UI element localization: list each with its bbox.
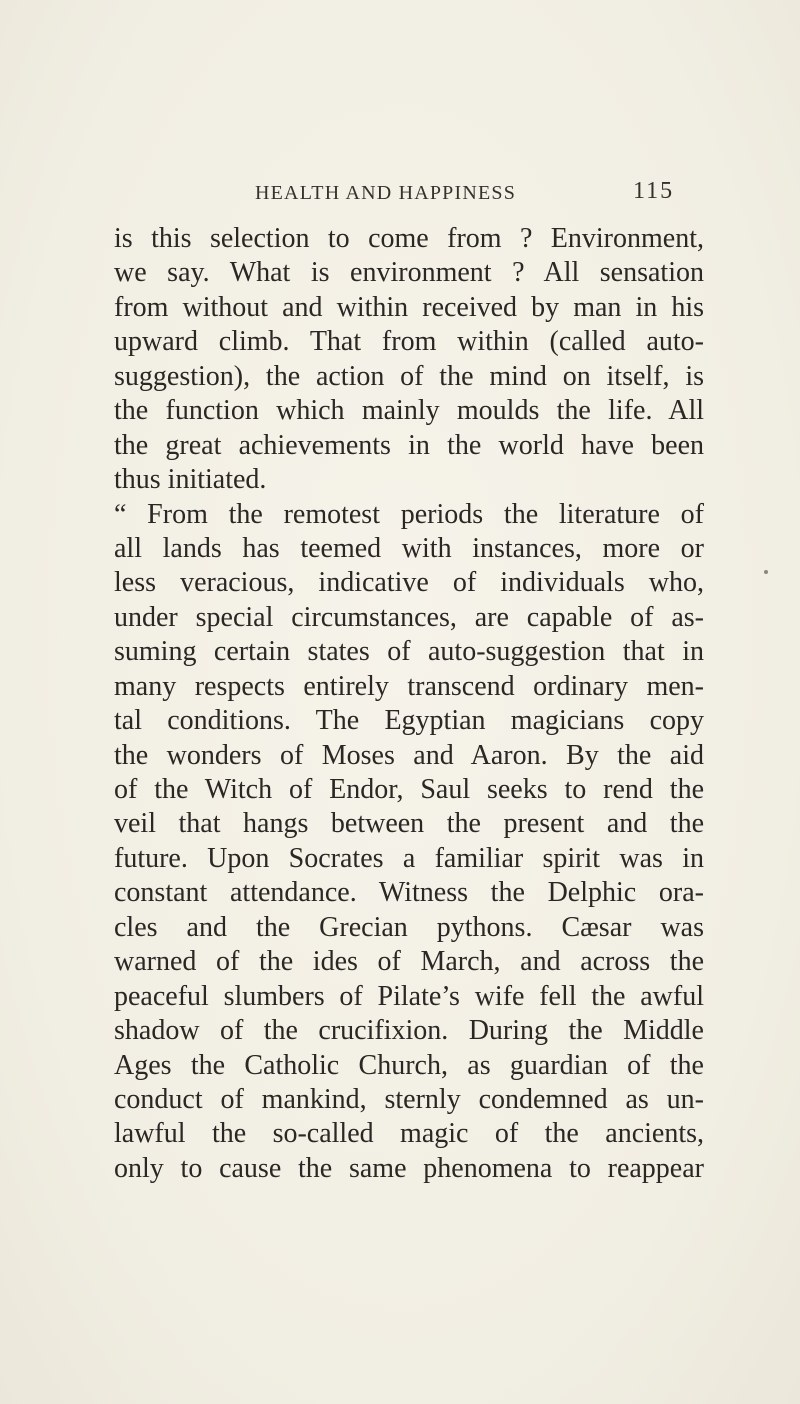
text-line: of the Witch of Endor, Saul seeks to rend the — [114, 774, 704, 805]
text-line: the great achievements in the world have been — [114, 429, 704, 461]
text-line: suming certain states of auto-suggestion that in — [114, 636, 704, 668]
text-line: lawful the so-called magic of the ancients, — [114, 1118, 704, 1150]
text-line: constant attendance. Witness the Delphic ora- — [114, 877, 704, 909]
text-line: conduct of mankind, sternly condemned as un- — [114, 1083, 704, 1115]
text-line: we say. What is environment ? All sensation — [114, 257, 704, 289]
text-line: warned of the ides of March, and across the — [114, 946, 704, 978]
text-line: “ From the remotest periods the literature of — [114, 498, 704, 530]
text-line: peaceful slumbers of Pilate’s wife fell the awful — [114, 980, 704, 1012]
text-line: all lands has teemed with instances, more or — [114, 532, 704, 564]
text-line: is this selection to come from ? Environment, — [114, 223, 704, 254]
text-line: suggestion), the action of the mind on itself, is — [114, 360, 704, 392]
text-line: tal conditions. The Egyptian magicians copy — [114, 705, 704, 737]
text-line: the wonders of Moses and Aaron. By the aid — [114, 739, 704, 771]
running-head-title: HEALTH AND HAPPINESS — [255, 182, 517, 204]
text-line: only to cause the same phenomena to reappear — [114, 1152, 704, 1184]
text-line: cles and the Grecian pythons. Cæsar was — [114, 911, 704, 943]
text-line: shadow of the crucifixion. During the Middle — [114, 1015, 704, 1047]
text-line: thus initiated. — [114, 464, 267, 496]
text-line: under special circumstances, are capable of as- — [114, 601, 704, 633]
text-line: the function which mainly moulds the life. All — [114, 395, 704, 427]
text-line: Ages the Catholic Church, as guardian of the — [114, 1049, 704, 1081]
text-line: many respects entirely transcend ordinary men- — [114, 670, 704, 702]
text-line: less veracious, indicative of individuals who, — [114, 567, 704, 599]
body-text — [114, 222, 704, 1186]
page-number: 115 — [633, 178, 675, 204]
text-line: from without and within received by man in his — [114, 291, 704, 323]
text-line: veil that hangs between the present and the — [114, 808, 704, 840]
text-line: future. Upon Socrates a familiar spirit was in — [114, 842, 704, 874]
paper-speck — [764, 570, 768, 574]
text-line: upward climb. That from within (called auto- — [114, 326, 704, 358]
